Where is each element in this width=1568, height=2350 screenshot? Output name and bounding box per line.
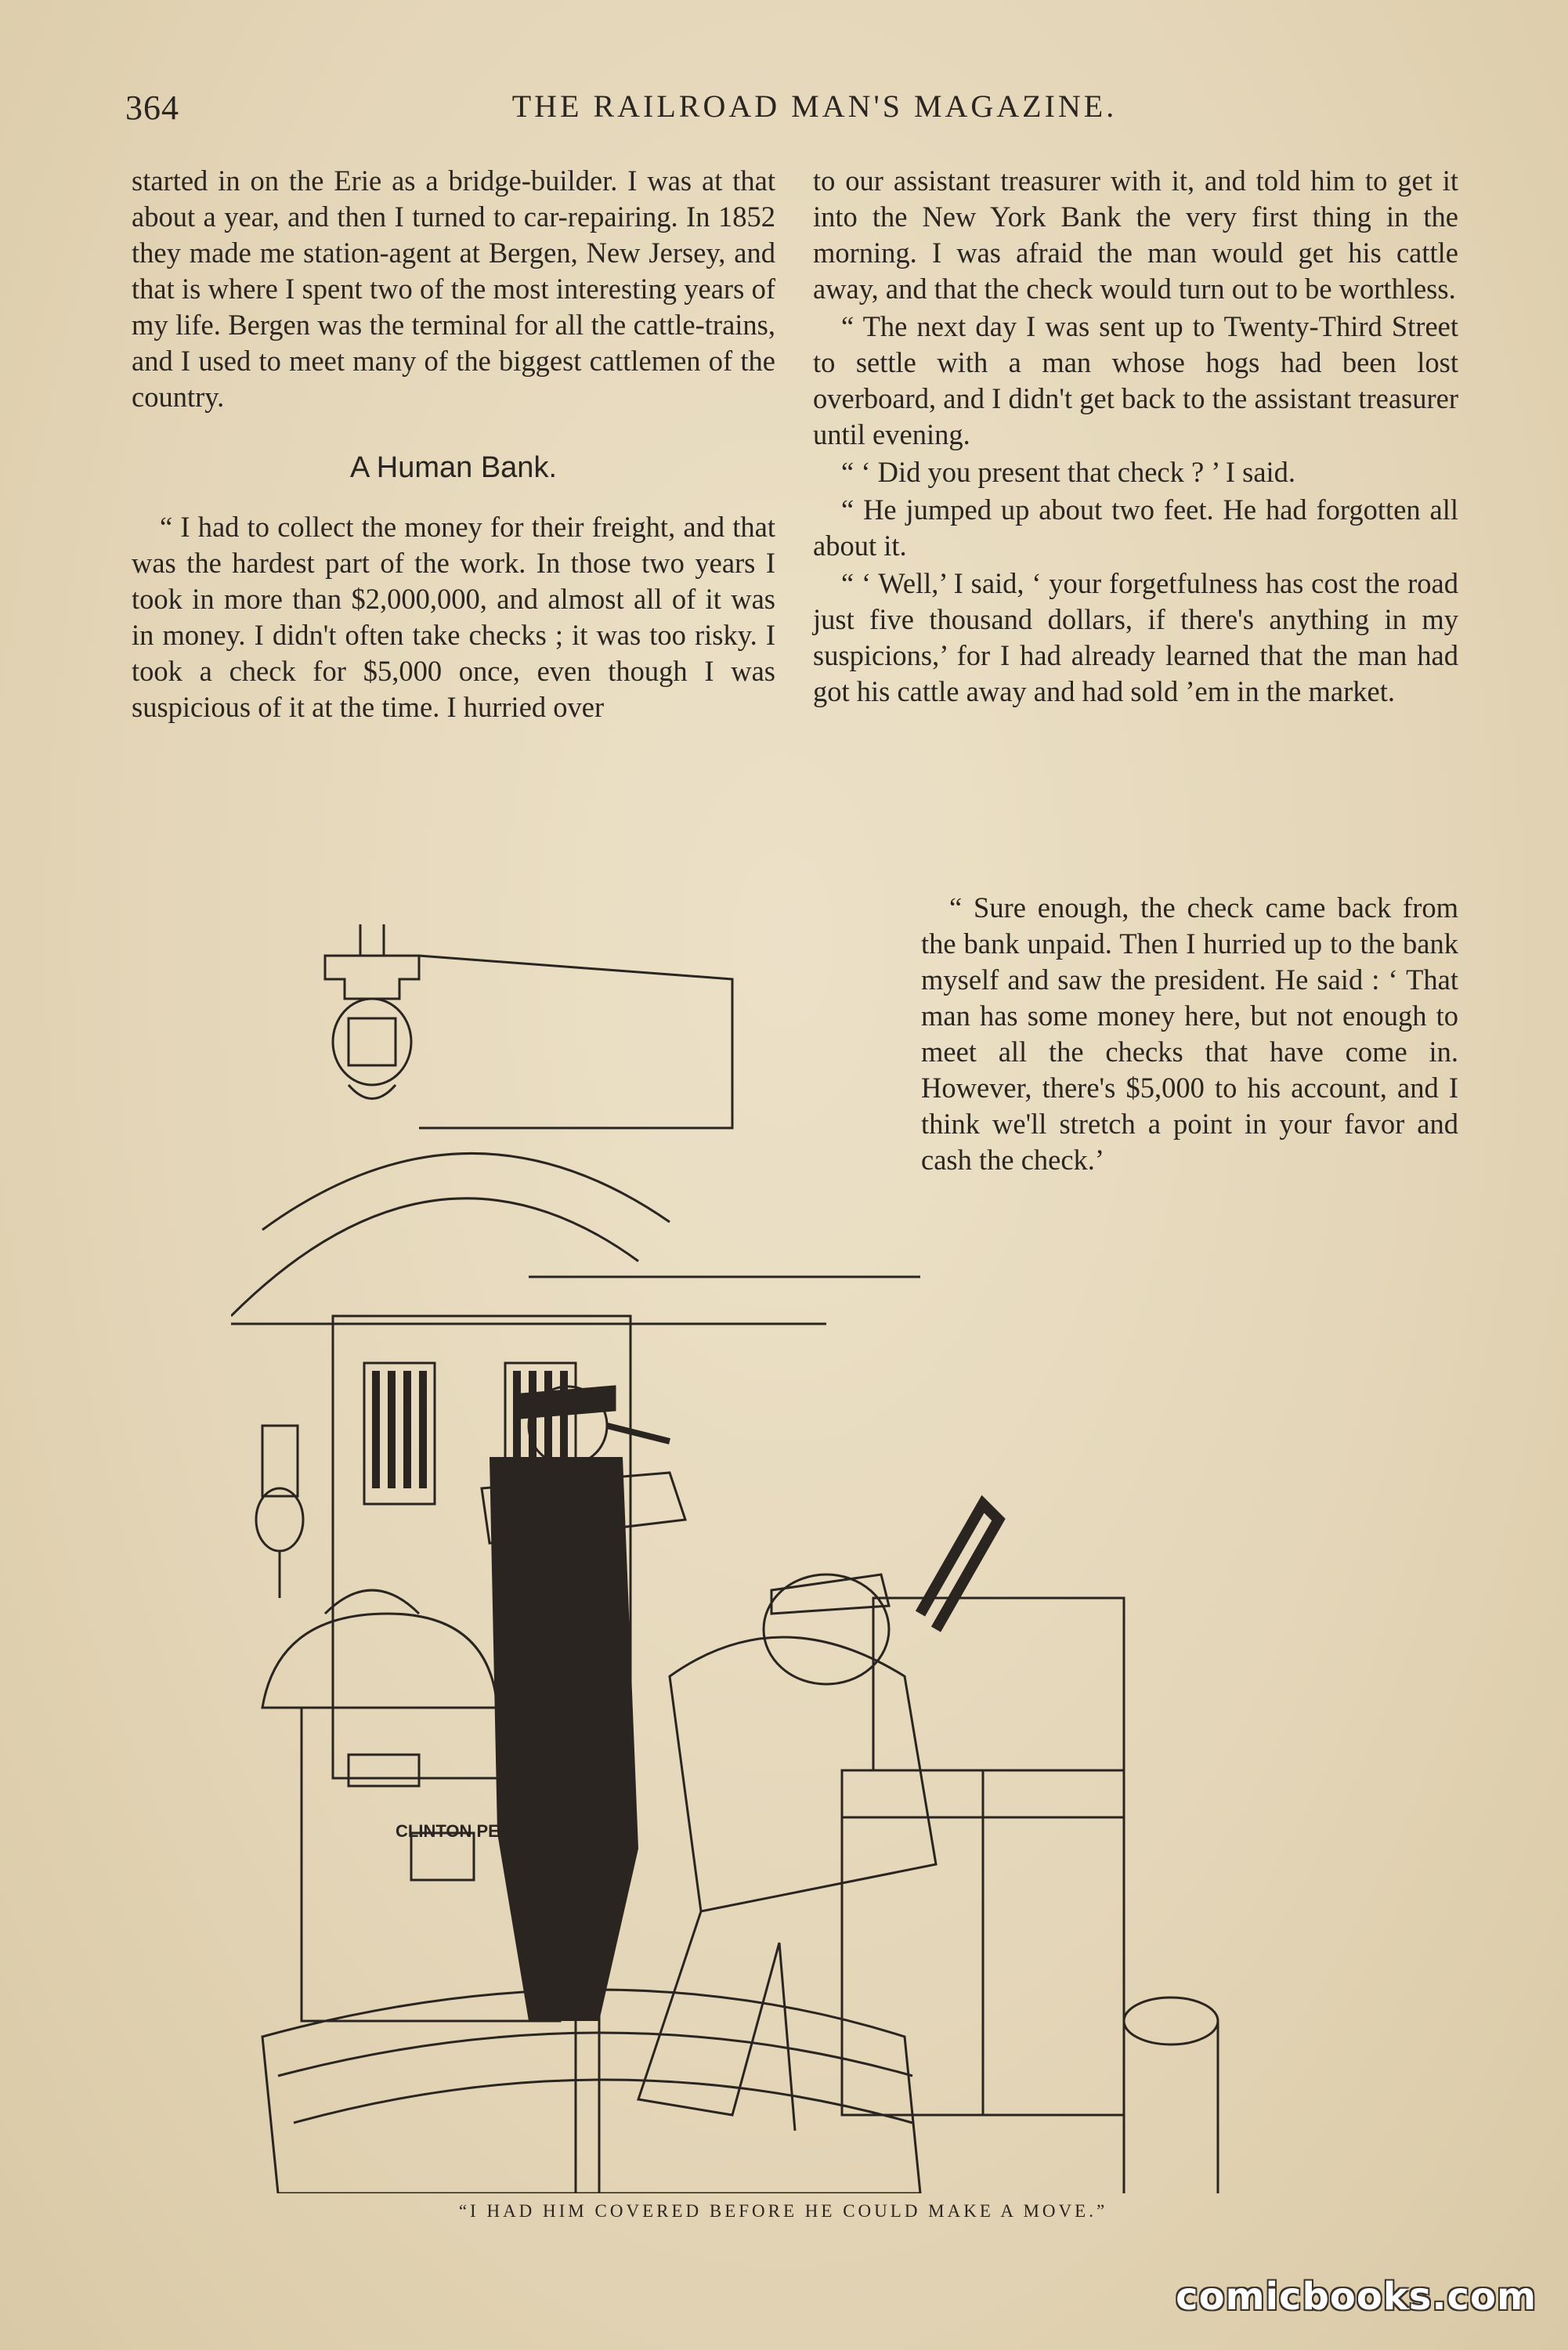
right-paragraph-6: “ Sure enough, the check came back from the bank unpaid. Then I hurried up to the bank myself and saw the president. He said : ‘ That man has some money here, but not enough to meet all the checks that have come in. However, there's $5,000 to his account, and I think we'll stretch a point in your favor and cash the check.’ — [921, 891, 1458, 1176]
section-subheading: A Human Bank. — [349, 451, 558, 484]
page-number: 364 — [125, 89, 179, 127]
left-paragraph-2: “ I had to collect the money for their freight, and that was the hardest part of the work. In those two years I took in more than $2,000,000, and almost all of it was in money. I didn't often take checks ; it was too risky. I took a check for $5,000 once, even though I was suspicious of it at the time. I hurried over — [132, 511, 775, 723]
right-paragraph-1: to our assistant treasurer with it, and told him to get it into the New York Bank the very first thing in the morning. I was afraid the man would get his cattle away, and that the check would turn out to be worthless. — [813, 164, 1458, 305]
right-paragraph-2: “ The next day I was sent up to Twenty-Third Street to settle with a man whose hogs had been lost overboard, and I didn't get back to the assistant treasurer until evening. — [813, 310, 1458, 450]
right-column — [813, 163, 1458, 711]
running-head: THE RAILROAD MAN'S MAGAZINE. — [511, 89, 1118, 124]
watermark-logo: comicbooks.com — [1176, 2275, 1537, 2319]
wall-lantern-icon — [256, 1426, 303, 1598]
ceiling-lamp-icon — [325, 924, 419, 1099]
right-paragraph-5: “ ‘ Well,’ I said, ‘ your forgetfulness has cost the road just five thousand dollars, if there's anything in my suspicions,’ for I had already learned that the man had got his cattle away and had sold ’em in the market. — [813, 567, 1458, 707]
bag-icon — [262, 1590, 497, 1708]
left-paragraph-1: started in on the Erie as a bridge-builder. I was at that about a year, and then I turned to car-repairing. In 1852 they made me station-agent at Bergen, New Jersey, and that is where I spent two of the most interesting years of my life. Bergen was the terminal for all the cattle-trains, and I used to meet many of the biggest cattlemen of the country. — [132, 164, 775, 413]
right-paragraph-4: “ He jumped up about two feet. He had forgotten all about it. — [813, 494, 1458, 562]
left-column — [132, 163, 775, 727]
artist-signature: CLINTON PETTEE — [396, 1821, 544, 1841]
right-paragraph-3: “ ‘ Did you present that check ? ’ I said. — [841, 456, 1296, 488]
illustration-caption: “I HAD HIM COVERED BEFORE HE COULD MAKE A MOVE.” — [458, 2201, 1108, 2221]
illustration — [231, 924, 1320, 2193]
